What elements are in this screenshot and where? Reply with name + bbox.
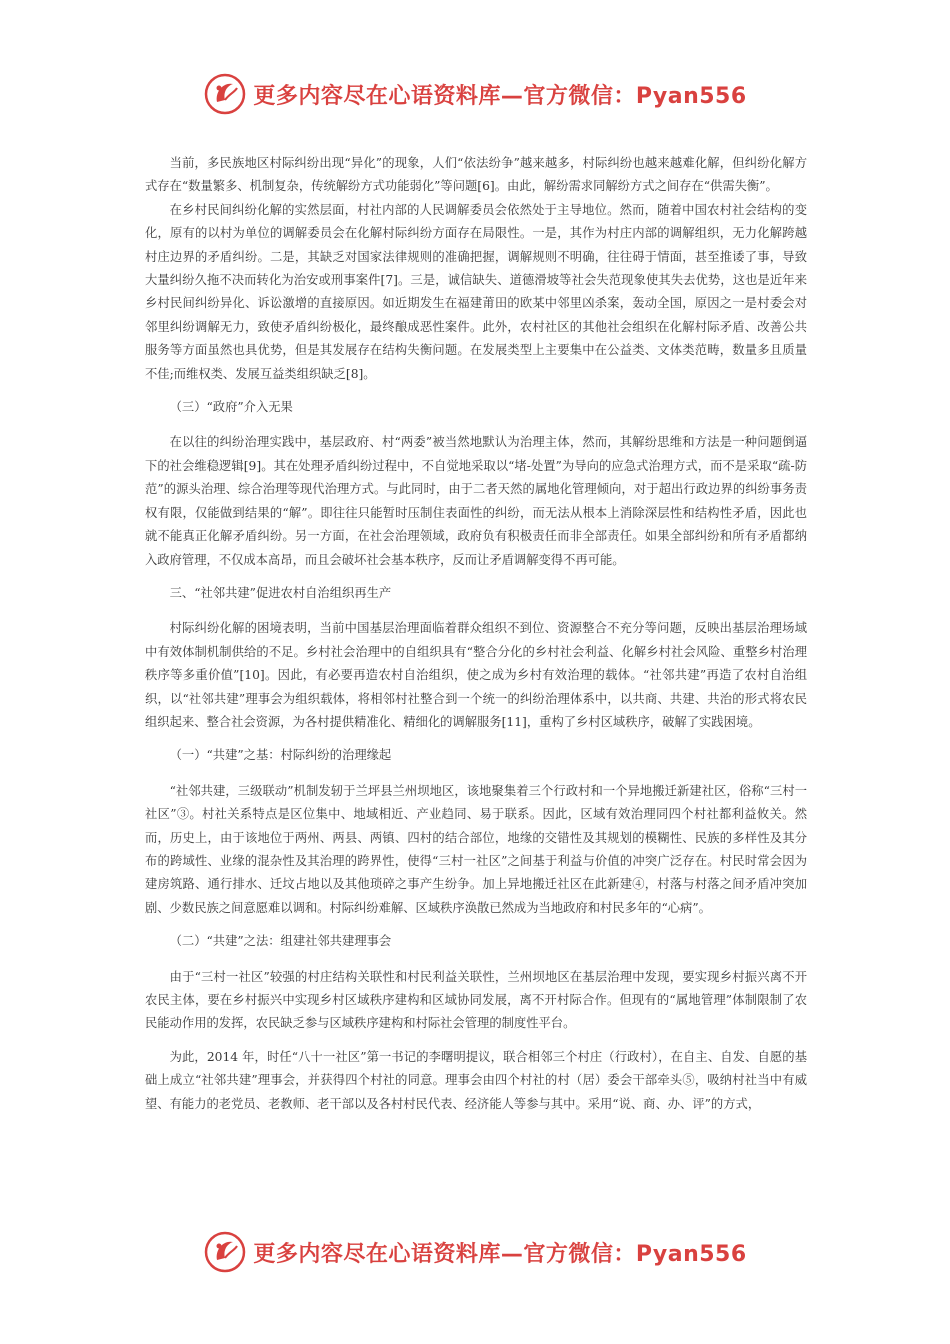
section-heading: （一）“共建”之基：村际纠纷的治理缘起 (169, 748, 392, 763)
paragraph: 在乡村民间纠纷化解的实然层面，村社内部的人民调解委员会依然处于主导地位。然而，随着中国农村社会结构的变化，原有的以村为单位的调解委员会在化解村际纠纷方面存在局限性。一是，其作为村庄内部的调解组织，无力化解跨越村庄边界的矛盾纠纷。二是，其缺乏对国家法律规则的准确把握，调解规则不明确，往往碍于情面，甚至推诿了事，导致大量纠纷久拖不决而转化为治安或刑事案件[7]。三是，诚信缺失、道德滑坡等社会失范现象使其失去优势，这也是近年来乡村民间纠纷异化、诉讼激增的直接原因。如近期发生在福建莆田的欧某中邻里凶杀案，轰动全国，原因之一是村委会对邻里纠纷调解无力，致使矛盾纠纷极化，最终酿成恶性案件。此外，农村社区的其他社会组织在化解村际矛盾、改善公共服务等方面虽然也具优势，但是其发展存在结构失衡问题。在发展类型上主要集中在公益类、文体类范畴，数量多且质量不佳;而维权类、发展互益类组织缺乏[8]。 (145, 202, 807, 381)
section-heading: 三、“社邻共建”促进农村自治组织再生产 (169, 585, 392, 600)
paragraph: 在以往的纠纷治理实践中，基层政府、村“两委”被当然地默认为治理主体，然而，其解纷思维和方法是一种问题倒逼下的社会维稳逻辑[9]。其在处理矛盾纠纷过程中，不自觉地采取以“堵-处置”为导向的应急式治理方式，而不是采取“疏-防范”的源头治理、综合治理等现代治理方式。与此同时，由于二者天然的属地化管理倾向，对于超出行政边界的纠纷事务责权有限，仅能做到结果的“解”。即往往只能暂时压制住表面性的纠纷，而无法从根本上消除深层性和结构性矛盾，因此也就不能真正化解矛盾纠纷。另一方面，在社会治理领域，政府负有积极责任而非全部责任。如果全部纠纷和所有矛盾都纳入政府管理，不仅成本高昂，而且会破坏社会基本秩序，反而让矛盾调解变得不再可能。 (145, 435, 807, 567)
watermark-banner-top (0, 70, 950, 118)
section-heading: （二）“共建”之法：组建社邻共建理事会 (169, 934, 392, 949)
paragraph: “社邻共建，三级联动”机制发轫于兰坪县兰州坝地区，该地聚集着三个行政村和一个异地搬迁新建社区，俗称“三村一社区”③。村社关系特点是区位集中、地域相近、产业趋同、易于联系。因此，区域有效治理同四个村社都利益攸关。然而，历史上，由于该地位于两州、两县、两镇、四村的结合部位，地缘的交错性及其规划的模糊性、民族的多样性及其分布的跨域性、业缘的混杂性及其治理的跨界性，使得“三村一社区”之间基于利益与价值的冲突广泛存在。村民时常会因为建房筑路、通行排水、迁坟占地以及其他琐碎之事产生纷争。加上异地搬迁社区在此新建④，村落与村落之间矛盾冲突加剧、少数民族之间意愿难以调和。村际纠纷难解、区域秩序涣散已然成为当地政府和村民多年的“心病”。 (145, 783, 807, 915)
watermark-text: 更多内容尽在心语资料库—官方微信：Pyan556 (253, 83, 747, 109)
section-heading: （三）“政府”介入无果 (169, 400, 293, 415)
paragraph: 为此，2014 年，时任“八十一社区”第一书记的李曙明提议，联合相邻三个村庄（行政村），在自主、自发、自愿的基础上成立“社邻共建”理事会，并获得四个村社的同意。理事会由四个村社的村（居）委会干部牵头⑤，吸纳村社当中有威望、有能力的老党员、老教师、老干部以及各村村民代表、经济能人等参与其中。采用“说、商、办、评”的方式， (145, 1049, 807, 1111)
paragraph: 由于“三村一社区”较强的村庄结构关联性和村民利益关联性，兰州坝地区在基层治理中发现，要实现乡村振兴离不开农民主体，要在乡村振兴中实现乡村区域秩序建构和区域协同发展，离不开村际合作。但现有的“属地管理”体制限制了农民能动作用的发挥，农民缺乏参与区域秩序建构和村际社会管理的制度性平台。 (145, 969, 807, 1031)
paragraph: 当前，多民族地区村际纠纷出现“异化”的现象，人们“依法纷争”越来越多，村际纠纷也越来越难化解，但纠纷化解方式存在“数量繁多、机制复杂，传统解纷方式功能弱化”等问题[6]。由此，解纷需求同解纷方式之间存在“供需失衡”。 (145, 156, 807, 194)
watermark-logo-icon (203, 1230, 247, 1274)
document-body (145, 152, 807, 1126)
watermark-logo-icon (203, 72, 247, 116)
paragraph: 村际纠纷化解的困境表明，当前中国基层治理面临着群众组织不到位、资源整合不充分等问题，反映出基层治理场域中有效体制机制供给的不足。乡村社会治理中的自组织具有“整合分化的乡村社会利益、化解乡村社会风险、重整乡村治理秩序等多重价值”[10]。因此，有必要再造农村自治组织，使之成为乡村有效治理的载体。“社邻共建”再造了农村自治组织，以“社邻共建”理事会为组织载体，将相邻村社整合到一个统一的纠纷治理体系中，以共商、共建、共治的形式将农民组织起来、整合社会资源，为各村提供精准化、精细化的调解服务[11]，重构了乡村区域秩序，破解了实践困境。 (145, 621, 807, 729)
watermark-banner-bottom (0, 1228, 950, 1276)
watermark-text: 更多内容尽在心语资料库—官方微信：Pyan556 (253, 1241, 747, 1267)
